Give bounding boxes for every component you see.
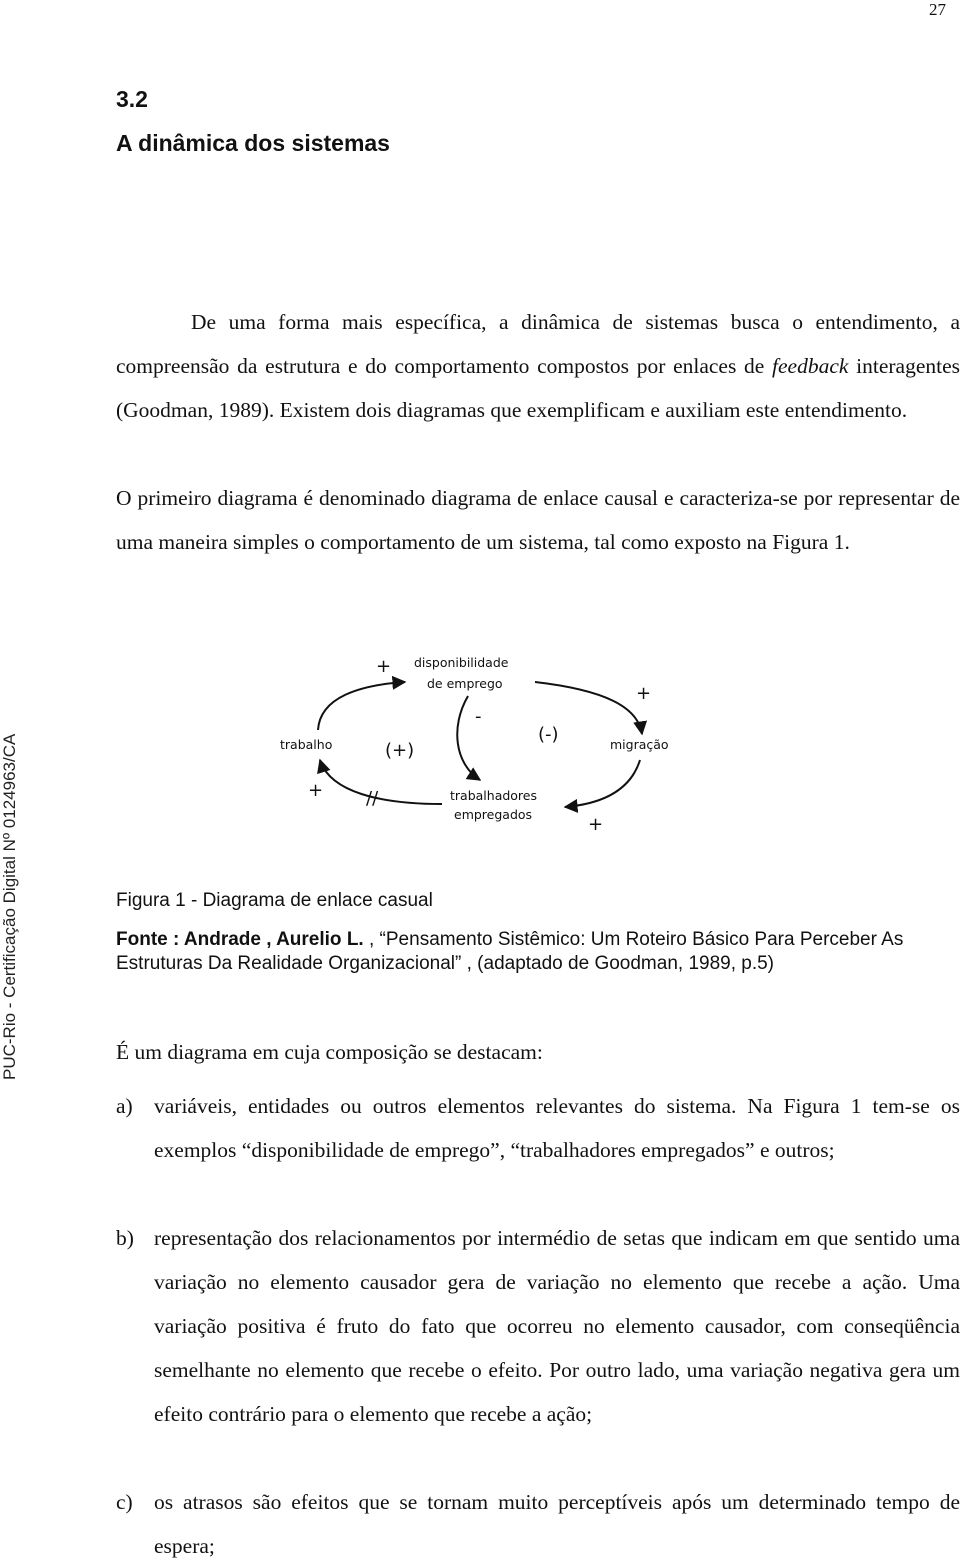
section-title: A dinâmica dos sistemas [116, 130, 390, 156]
list-item-text: os atrasos são efeitos que se tornam muito perceptíveis após um determinado tempo de espera; [154, 1490, 960, 1558]
page-number: 27 [929, 0, 946, 19]
source-reference: , “Pensamento Sistêmico: Um Roteiro Básico Para Perceber As Estruturas Da Realidade Organizacional” , (adaptado de Goodman, 1989, p.5) [116, 929, 904, 974]
loop-negative-label: (-) [538, 724, 559, 745]
paragraph-intro-text-2: interagentes (Goodman, 1989). Existem dois diagramas que exemplificam e auxiliam este entendimento. [116, 354, 960, 422]
figure-source [116, 928, 906, 976]
node-migracao: migração [610, 737, 669, 752]
sign-middle-minus: - [475, 706, 482, 727]
sign-top-right: + [636, 683, 652, 704]
certification-stamp: PUC-Rio - Certificação Digital Nº 0124963/CA [0, 733, 19, 1080]
list-item-letter: c) [116, 1490, 133, 1514]
figure-caption: Figura 1 - Diagrama de enlace casual [116, 890, 433, 911]
causal-loop-svg [270, 652, 690, 834]
loop-positive-label: (+) [385, 740, 415, 761]
node-disponibilidade-line1: disponibilidade [414, 655, 509, 670]
sign-top-left: + [376, 656, 392, 677]
list-item-text: representação dos relacionamentos por intermédio de setas que indicam em que sentido uma variação no elemento causador gera de variação no elemento que recebe a ação. Uma variação positiva é fruto do fato que ocorreu no elemento causador, com conseqüência semelhante no elemento que recebe o efeito. Por outro lado, uma variação negativa gera um efeito contrário para o elemento que recebe a ação; [154, 1226, 960, 1426]
feedback-term: feedback [772, 354, 849, 378]
sign-bottom-right: + [588, 814, 604, 834]
list-intro: É um diagrama em cuja composição se destacam: [116, 1040, 543, 1064]
node-trabalhadores-line1: trabalhadores [450, 788, 537, 803]
node-trabalho: trabalho [280, 737, 333, 752]
arrow-trabalho-to-disponibilidade [318, 682, 405, 730]
sign-bottom-left: + [308, 780, 324, 801]
node-trabalhadores-line2: empregados [454, 807, 533, 822]
list-item-letter: b) [116, 1226, 134, 1250]
section-number: 3.2 [116, 86, 148, 112]
paragraph-intro [116, 300, 960, 432]
list-item-text: variáveis, entidades ou outros elementos relevantes do sistema. Na Figura 1 tem-se os exemplos “disponibilidade de emprego”, “trabalhadores empregados” e outros; [154, 1094, 960, 1162]
delay-mark: // [366, 788, 379, 809]
node-disponibilidade-line2: de emprego [427, 676, 503, 691]
source-author: Fonte : Andrade , Aurelio L. [116, 929, 364, 950]
causal-loop-diagram [270, 652, 690, 834]
paragraph-intro-text: De uma forma mais específica, a dinâmica de sistemas busca o entendimento, a compreensão da estrutura e do comportamento compostos por enlaces de [116, 310, 960, 378]
list-item-letter: a) [116, 1094, 133, 1118]
arrow-migracao-to-trabalhadores [565, 760, 640, 807]
arrow-trabalhadores-to-trabalho [320, 760, 442, 804]
paragraph-figure-intro: O primeiro diagrama é denominado diagrama de enlace causal e caracteriza-se por representar de uma maneira simples o comportamento de um sistema, tal como exposto na Figura 1. [116, 486, 960, 554]
